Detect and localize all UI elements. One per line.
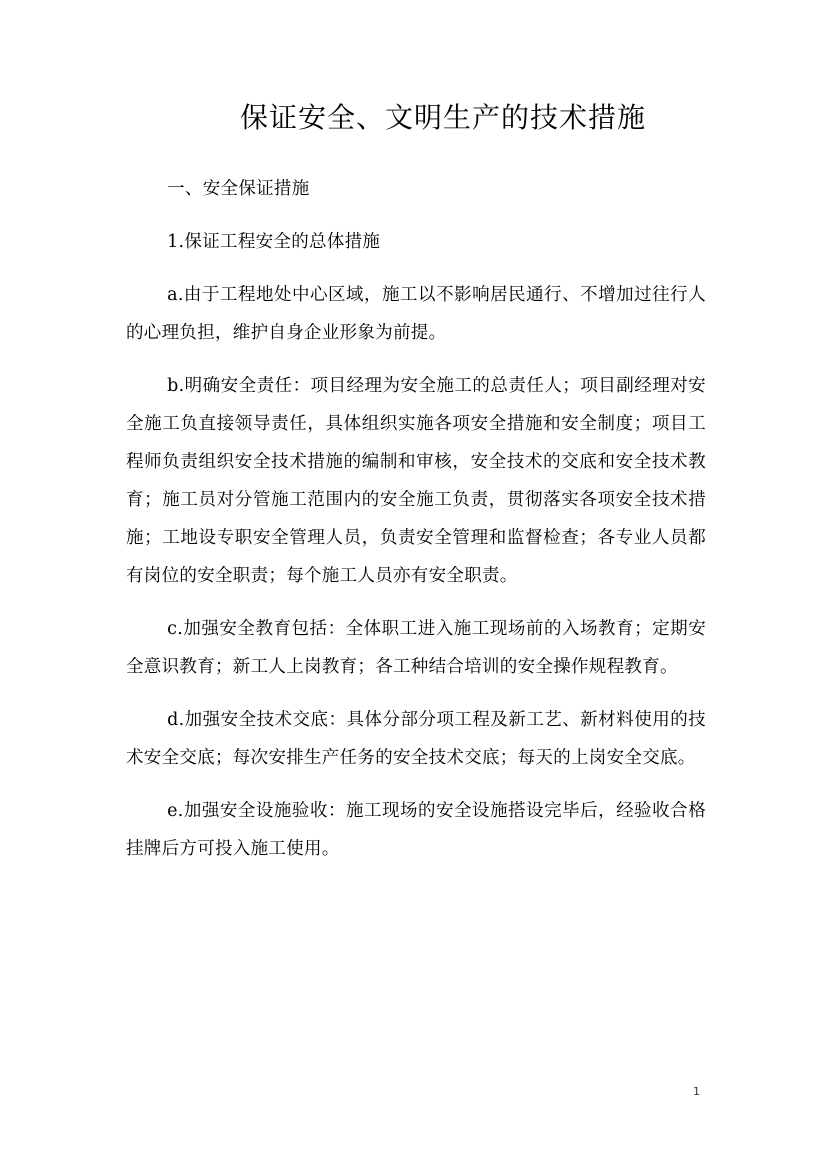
document-body <box>126 170 706 883</box>
page-number: 1 <box>693 1085 700 1098</box>
paragraph-c: c.加强安全教育包括：全体职工进入施工现场前的入场教育；定期安全意识教育；新工人上岗教育；各工种结合培训的安全操作规程教育。 <box>126 619 706 677</box>
paragraph-a: a.由于工程地处中心区域，施工以不影响居民通行、不增加过往行人的心理负担，维护自身企业形象为前提。 <box>126 285 706 343</box>
section-heading: 一、安全保证措施 <box>167 179 310 199</box>
paragraph-b: b.明确安全责任：项目经理为安全施工的总责任人；项目副经理对安全施工负直接领导责任，具体组织实施各项安全措施和安全制度；项目工程师负责组织安全技术措施的编制和审核，安全技术的交底和安全技术教育；施工员对分管施工范围内的安全施工负责，贯彻落实各项安全技术措施；工地设专职安全管理人员，负责安全管理和监督检查；各专业人员都有岗位的安全职责；每个施工人员亦有安全职责。 <box>126 376 706 586</box>
subsection-heading: 1.保证工程安全的总体措施 <box>167 232 381 252</box>
document-title: 保证安全、文明生产的技术措施 <box>239 101 646 134</box>
paragraph-e: e.加强安全设施验收：施工现场的安全设施搭设完毕后，经验收合格挂牌后方可投入施工使用。 <box>126 801 706 859</box>
paragraph-d: d.加强安全技术交底：具体分部分项工程及新工艺、新材料使用的技术安全交底；每次安排生产任务的安全技术交底；每天的上岗安全交底。 <box>126 710 706 768</box>
